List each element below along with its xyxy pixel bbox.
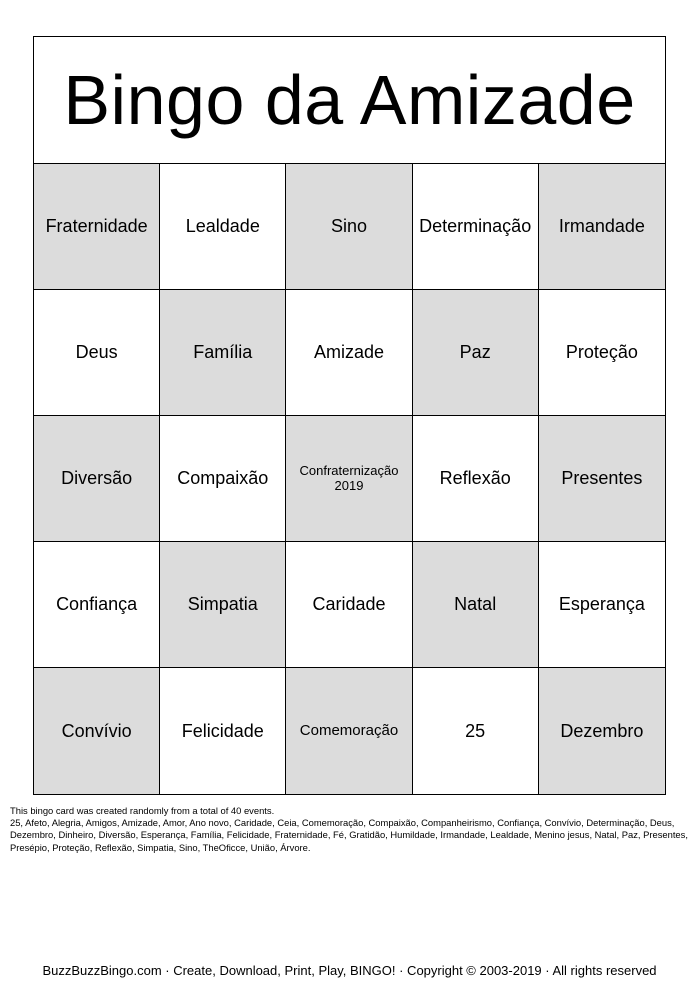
card-note: [10, 805, 690, 854]
bingo-cell: Caridade: [286, 542, 412, 668]
bingo-cell: Convívio: [34, 668, 160, 794]
note-intro: This bingo card was created randomly from a total of 40 events.: [10, 805, 275, 816]
bingo-grid: [34, 164, 665, 794]
bingo-cell: Amizade: [286, 290, 412, 416]
bingo-cell: Reflexão: [413, 416, 539, 542]
bingo-cell: Natal: [413, 542, 539, 668]
bingo-cell: Determinação: [413, 164, 539, 290]
note-event-list: 25, Afeto, Alegria, Amigos, Amizade, Amor, Ano novo, Caridade, Ceia, Comemoração, Compaixão, Companheirismo, Confiança, Convívio, Determinação, Deus, Dezembro, Dinheiro, Diversão, Esperança, Família, Felicidade, Fraternidade, Fé, Gratidão, Humildade, Irmandade, Lealdade, Menino jesus, Natal, Paz, Presentes, Presépio, Proteção, Reflexão, Simpatia, Sino, TheOficce, União, Árvore.: [10, 817, 688, 853]
bingo-cell: 25: [413, 668, 539, 794]
bingo-cell: Proteção: [539, 290, 665, 416]
bingo-cell: Compaixão: [160, 416, 286, 542]
bingo-cell-center: Confraternização 2019: [286, 416, 412, 542]
bingo-cell: Dezembro: [539, 668, 665, 794]
bingo-cell: Família: [160, 290, 286, 416]
bingo-cell: Lealdade: [160, 164, 286, 290]
bingo-cell: Deus: [34, 290, 160, 416]
title-row: [34, 37, 665, 164]
bingo-cell: Comemoração: [286, 668, 412, 794]
bingo-cell: Confiança: [34, 542, 160, 668]
card-title: Bingo da Amizade: [63, 61, 636, 139]
bingo-cell: Paz: [413, 290, 539, 416]
bingo-cell: Diversão: [34, 416, 160, 542]
bingo-cell: Fraternidade: [34, 164, 160, 290]
footer-copyright: BuzzBuzzBingo.com · Create, Download, Print, Play, BINGO! · Copyright © 2003-2019 · All rights reserved: [42, 963, 657, 978]
bingo-cell: Sino: [286, 164, 412, 290]
bingo-cell: Presentes: [539, 416, 665, 542]
bingo-cell: Felicidade: [160, 668, 286, 794]
bingo-cell: Simpatia: [160, 542, 286, 668]
bingo-cell: Irmandade: [539, 164, 665, 290]
bingo-card: [33, 36, 666, 795]
bingo-cell: Esperança: [539, 542, 665, 668]
